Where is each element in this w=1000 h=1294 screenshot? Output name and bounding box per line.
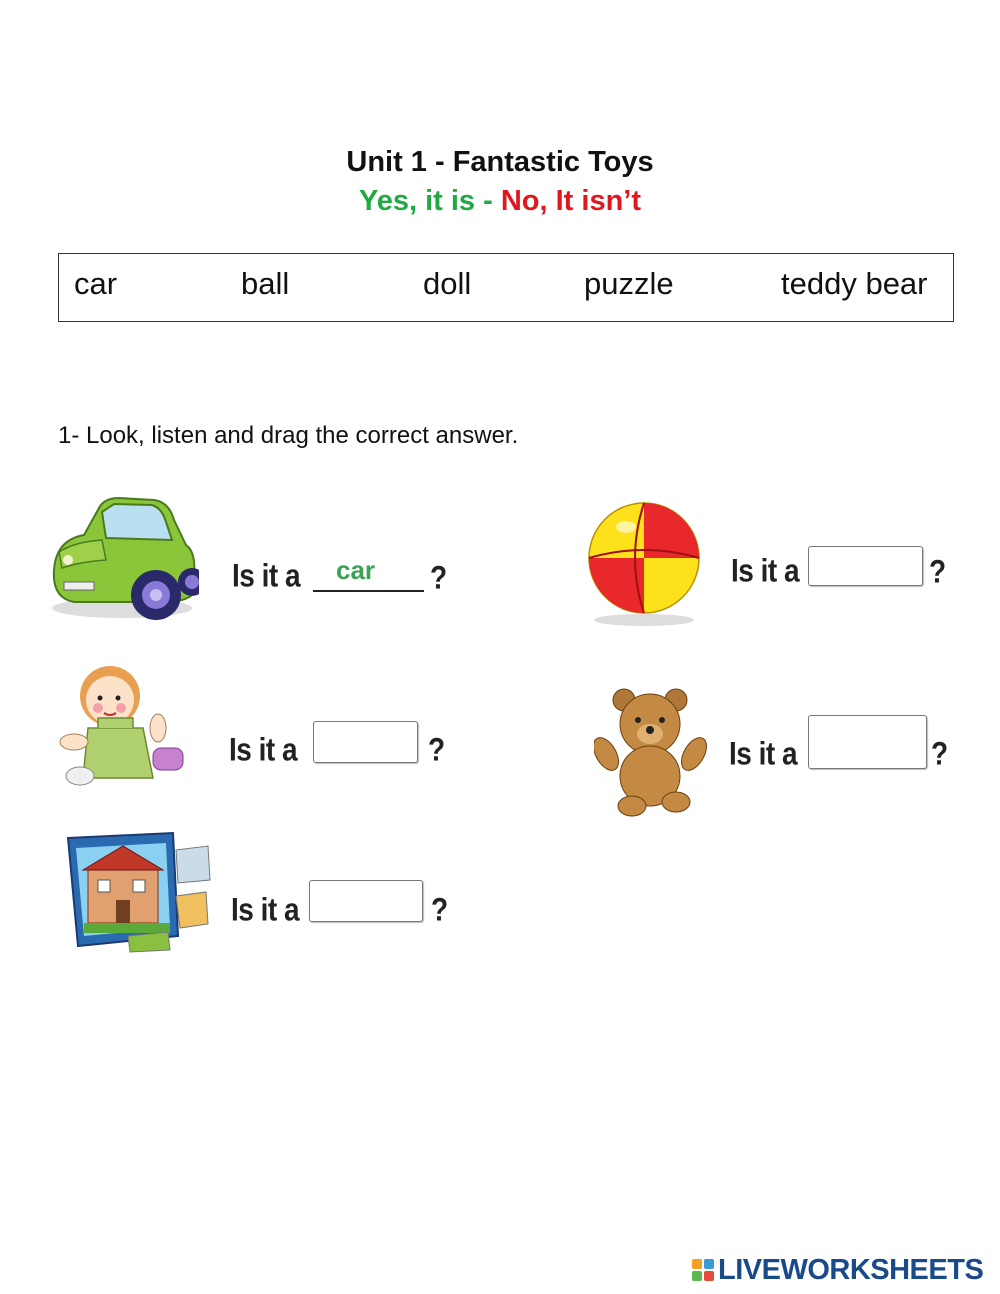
answer-puzzle-field[interactable]: [309, 880, 423, 922]
subtitle-separator: -: [475, 185, 501, 217]
teddy-bear-image: [594, 684, 709, 819]
word-bank-item[interactable]: puzzle: [584, 266, 674, 301]
word-bank: [58, 253, 954, 322]
liveworksheets-logo: [692, 1254, 983, 1286]
question-prefix: Is it a: [229, 731, 298, 768]
question-prefix: Is it a: [729, 735, 798, 772]
subtitle-no: No, It isn’t: [500, 185, 642, 217]
answer-teddy-bear-field[interactable]: [808, 715, 927, 769]
answer-car[interactable]: car: [336, 555, 376, 585]
logo-mark-icon: [692, 1259, 714, 1281]
ball-image: [586, 492, 704, 627]
question-prefix: Is it a: [731, 552, 800, 589]
puzzle-image: [58, 828, 213, 953]
question-prefix: Is it a: [231, 891, 300, 928]
question-prefix: Is it a: [232, 557, 301, 594]
page-subtitle: [0, 181, 1000, 221]
title-block: [0, 143, 1000, 221]
answer-underline: [313, 590, 424, 592]
logo-text: LIVEWORKSHEETS: [718, 1253, 984, 1286]
page-title: Unit 1 - Fantastic Toys: [346, 146, 654, 178]
word-bank-item[interactable]: car: [74, 266, 118, 301]
instruction-text: 1- Look, listen and drag the correct answer.: [58, 422, 519, 449]
question-mark: ?: [428, 731, 446, 768]
question-mark: ?: [431, 891, 449, 928]
word-bank-item[interactable]: ball: [241, 266, 290, 301]
word-bank-item[interactable]: teddy bear: [781, 266, 928, 301]
question-mark: ?: [430, 559, 448, 596]
word-bank-item[interactable]: doll: [423, 266, 472, 301]
answer-doll-field[interactable]: [313, 721, 418, 763]
question-mark: ?: [929, 553, 947, 590]
question-mark: ?: [931, 735, 949, 772]
doll-image: [58, 658, 193, 793]
answer-ball-field[interactable]: [808, 546, 923, 586]
car-image: [44, 490, 199, 625]
subtitle-yes: Yes, it is: [358, 185, 476, 217]
